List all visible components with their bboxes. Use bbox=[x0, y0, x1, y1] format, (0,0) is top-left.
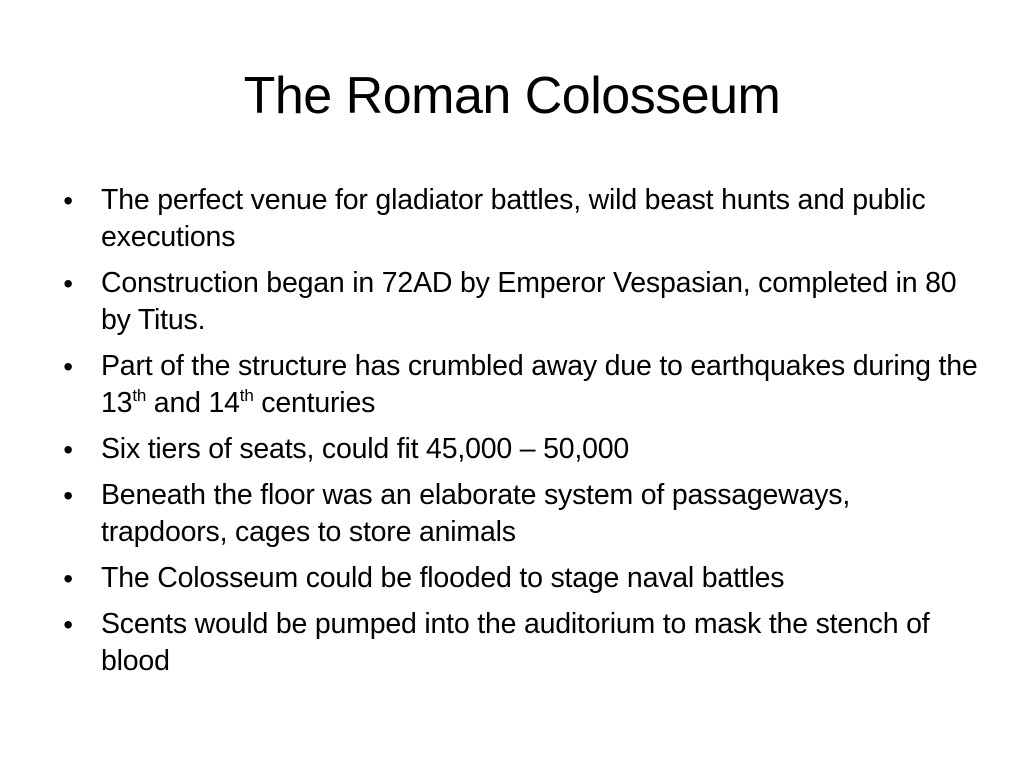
bullet-text: The Colosseum could be flooded to stage naval battles bbox=[101, 562, 785, 594]
superscript-ordinal: th bbox=[239, 386, 254, 405]
bullet-text-part: centuries bbox=[253, 387, 376, 419]
bullet-icon: • bbox=[63, 563, 73, 594]
bullet-text: Construction began in 72AD by Emperor Vespasian, completed in 80 by Titus. bbox=[101, 267, 957, 336]
bullet-list bbox=[58, 182, 978, 689]
bullet-text: Beneath the floor was an elaborate system of passageways, trapdoors, cages to store animals bbox=[101, 479, 851, 548]
bullet-text-part: Part of the structure has crumbled away due to earthquakes during the 13 bbox=[101, 350, 978, 419]
bullet-icon: • bbox=[63, 480, 73, 511]
bullet-icon: • bbox=[63, 434, 73, 465]
bullet-icon: • bbox=[63, 351, 73, 382]
bullet-icon: • bbox=[63, 609, 73, 640]
bullet-item-seating bbox=[58, 431, 978, 468]
superscript-ordinal: th bbox=[132, 386, 147, 405]
bullet-item-underground bbox=[58, 477, 978, 551]
bullet-item-naval-battles bbox=[58, 560, 978, 597]
bullet-icon: • bbox=[63, 268, 73, 299]
bullet-text: Six tiers of seats, could fit 45,000 – 50,000 bbox=[101, 433, 630, 465]
bullet-item-earthquakes bbox=[58, 348, 978, 422]
bullet-icon: • bbox=[63, 185, 73, 216]
slide-title: The Roman Colosseum bbox=[243, 67, 781, 125]
bullet-item-scents bbox=[58, 606, 978, 680]
bullet-text: The perfect venue for gladiator battles, wild beast hunts and public executions bbox=[101, 184, 926, 253]
bullet-text: Scents would be pumped into the auditorium to mask the stench of blood bbox=[101, 608, 930, 677]
bullet-item-venue bbox=[58, 182, 978, 256]
bullet-text bbox=[101, 350, 978, 419]
bullet-text-part: and 14 bbox=[146, 387, 240, 419]
bullet-item-construction bbox=[58, 265, 978, 339]
